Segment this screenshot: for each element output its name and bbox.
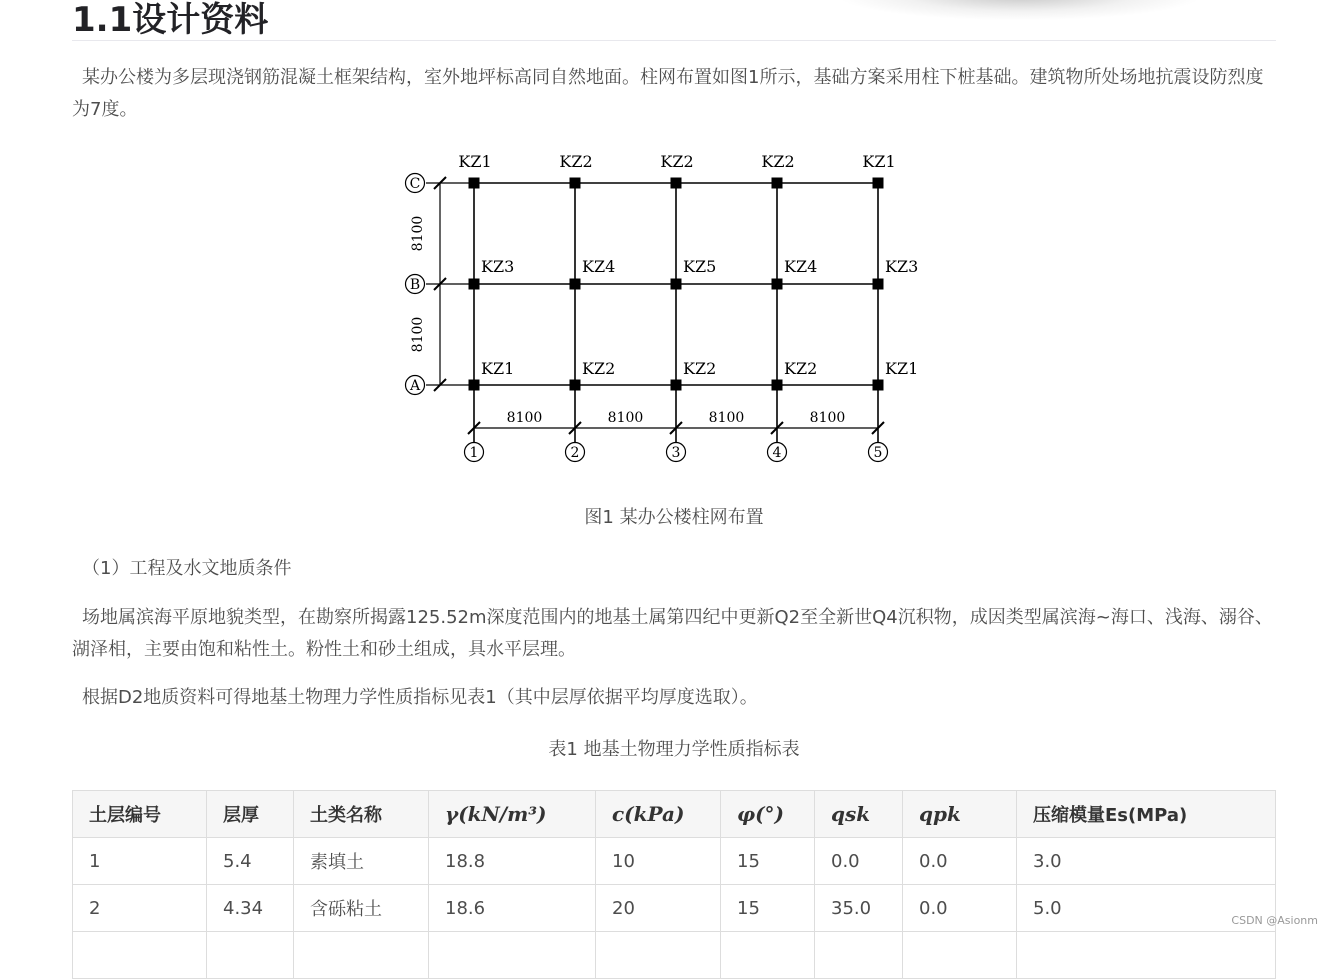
header-soil-name: 土类名称 — [294, 791, 429, 838]
header-friction-angle: φ(°) — [721, 791, 815, 838]
intro-paragraph: 某办公楼为多层现浇钢筋混凝土框架结构，室外地坪标高同自然地面。柱网布置如图1所示，基础方案采用柱下桩基础。建筑物所处场地抗震设防烈度为7度。 — [72, 67, 1264, 120]
header-qpk: qpk — [903, 791, 1017, 838]
column-label: KZ4 — [582, 257, 616, 276]
table-header-row — [73, 791, 1276, 838]
column-marker — [873, 178, 884, 189]
watermark: CSDN @Asionm — [1231, 914, 1318, 927]
decorative-shadow — [840, 0, 1200, 20]
sub-heading: （1）工程及水文地质条件 — [82, 558, 292, 579]
table-cell: 0.0 — [903, 838, 1017, 885]
horizontal-dimension-label: 8100 — [607, 410, 644, 426]
column-label: KZ2 — [582, 359, 616, 378]
figure-caption: 图1 某办公楼柱网布置 — [584, 507, 764, 528]
table-cell: 含砾粘土 — [294, 885, 429, 932]
column-axis-label: 5 — [873, 445, 883, 461]
column-marker — [772, 178, 783, 189]
column-marker — [671, 178, 682, 189]
column-marker — [469, 279, 480, 290]
header-unit-weight: γ(kN/m³) — [429, 791, 596, 838]
table-cell: 0.0 — [903, 885, 1017, 932]
column-marker — [469, 380, 480, 391]
column-grid-figure — [396, 148, 919, 468]
horizontal-dimension-label: 8100 — [708, 410, 745, 426]
table-cell: 15 — [721, 885, 815, 932]
table-cell: 15 — [721, 838, 815, 885]
column-marker — [671, 380, 682, 391]
column-label: KZ5 — [683, 257, 717, 276]
column-label: KZ1 — [885, 359, 919, 378]
soil-properties-table — [72, 790, 1276, 979]
table-cell: 3.0 — [1017, 838, 1276, 885]
column-marker — [570, 380, 581, 391]
column-marker — [570, 178, 581, 189]
table-cell: 5.4 — [207, 838, 294, 885]
table-row — [73, 838, 1276, 885]
table-cell: 18.8 — [429, 838, 596, 885]
table-row-partial — [73, 932, 1276, 979]
column-label: KZ2 — [761, 152, 795, 171]
table-cell: 4.34 — [207, 885, 294, 932]
header-qsk: qsk — [815, 791, 903, 838]
header-modulus: 压缩模量Es(MPa) — [1017, 791, 1276, 838]
table-cell: 10 — [596, 838, 721, 885]
table-cell: 素填土 — [294, 838, 429, 885]
table-cell: 18.6 — [429, 885, 596, 932]
column-label: KZ1 — [481, 359, 515, 378]
column-label: KZ2 — [784, 359, 818, 378]
header-layer-no: 土层编号 — [73, 791, 207, 838]
column-label: KZ1 — [458, 152, 492, 171]
column-label: KZ3 — [885, 257, 919, 276]
row-axis-label: C — [409, 176, 421, 192]
column-label: KZ2 — [660, 152, 694, 171]
horizontal-dimension-label: 8100 — [809, 410, 846, 426]
header-cohesion: c(kPa) — [596, 791, 721, 838]
column-label: KZ1 — [862, 152, 896, 171]
table-cell: 35.0 — [815, 885, 903, 932]
column-label: KZ4 — [784, 257, 818, 276]
column-marker — [469, 178, 480, 189]
column-marker — [772, 279, 783, 290]
table-cell: 0.0 — [815, 838, 903, 885]
column-axis-label: 3 — [671, 445, 681, 461]
column-marker — [772, 380, 783, 391]
column-marker — [873, 279, 884, 290]
header-thickness: 层厚 — [207, 791, 294, 838]
title-divider — [72, 40, 1276, 41]
vertical-dimension-label: 8100 — [410, 215, 426, 252]
geology-paragraph: 场地属滨海平原地貌类型，在勘察所揭露125.52m深度范围内的地基土属第四纪中更新Q2至全新世Q4沉积物，成因类型属滨海~海口、浅海、溺谷、湖泽相，主要由饱和粘性土。粉性土和砂土组成，具水平层理。 — [72, 607, 1273, 660]
table-cell: 1 — [73, 838, 207, 885]
column-label: KZ2 — [559, 152, 593, 171]
column-axis-label: 4 — [772, 445, 782, 461]
column-label: KZ2 — [683, 359, 717, 378]
vertical-dimension-label: 8100 — [410, 316, 426, 353]
column-marker — [570, 279, 581, 290]
table-caption: 表1 地基土物理力学性质指标表 — [548, 739, 800, 760]
table-reference-paragraph: 根据D2地质资料可得地基土物理力学性质指标见表1（其中层厚依据平均厚度选取）。 — [82, 687, 758, 708]
table-row — [73, 885, 1276, 932]
column-marker — [873, 380, 884, 391]
column-label: KZ3 — [481, 257, 515, 276]
row-axis-label: A — [409, 378, 421, 394]
horizontal-dimension-label: 8100 — [506, 410, 543, 426]
row-axis-label: B — [409, 277, 421, 293]
column-axis-label: 1 — [469, 445, 479, 461]
column-marker — [671, 279, 682, 290]
table-cell: 20 — [596, 885, 721, 932]
table-cell: 2 — [73, 885, 207, 932]
table-cell: 5.0 — [1017, 885, 1276, 932]
page-title: 1.1设计资料 — [72, 0, 269, 40]
column-axis-label: 2 — [570, 445, 580, 461]
